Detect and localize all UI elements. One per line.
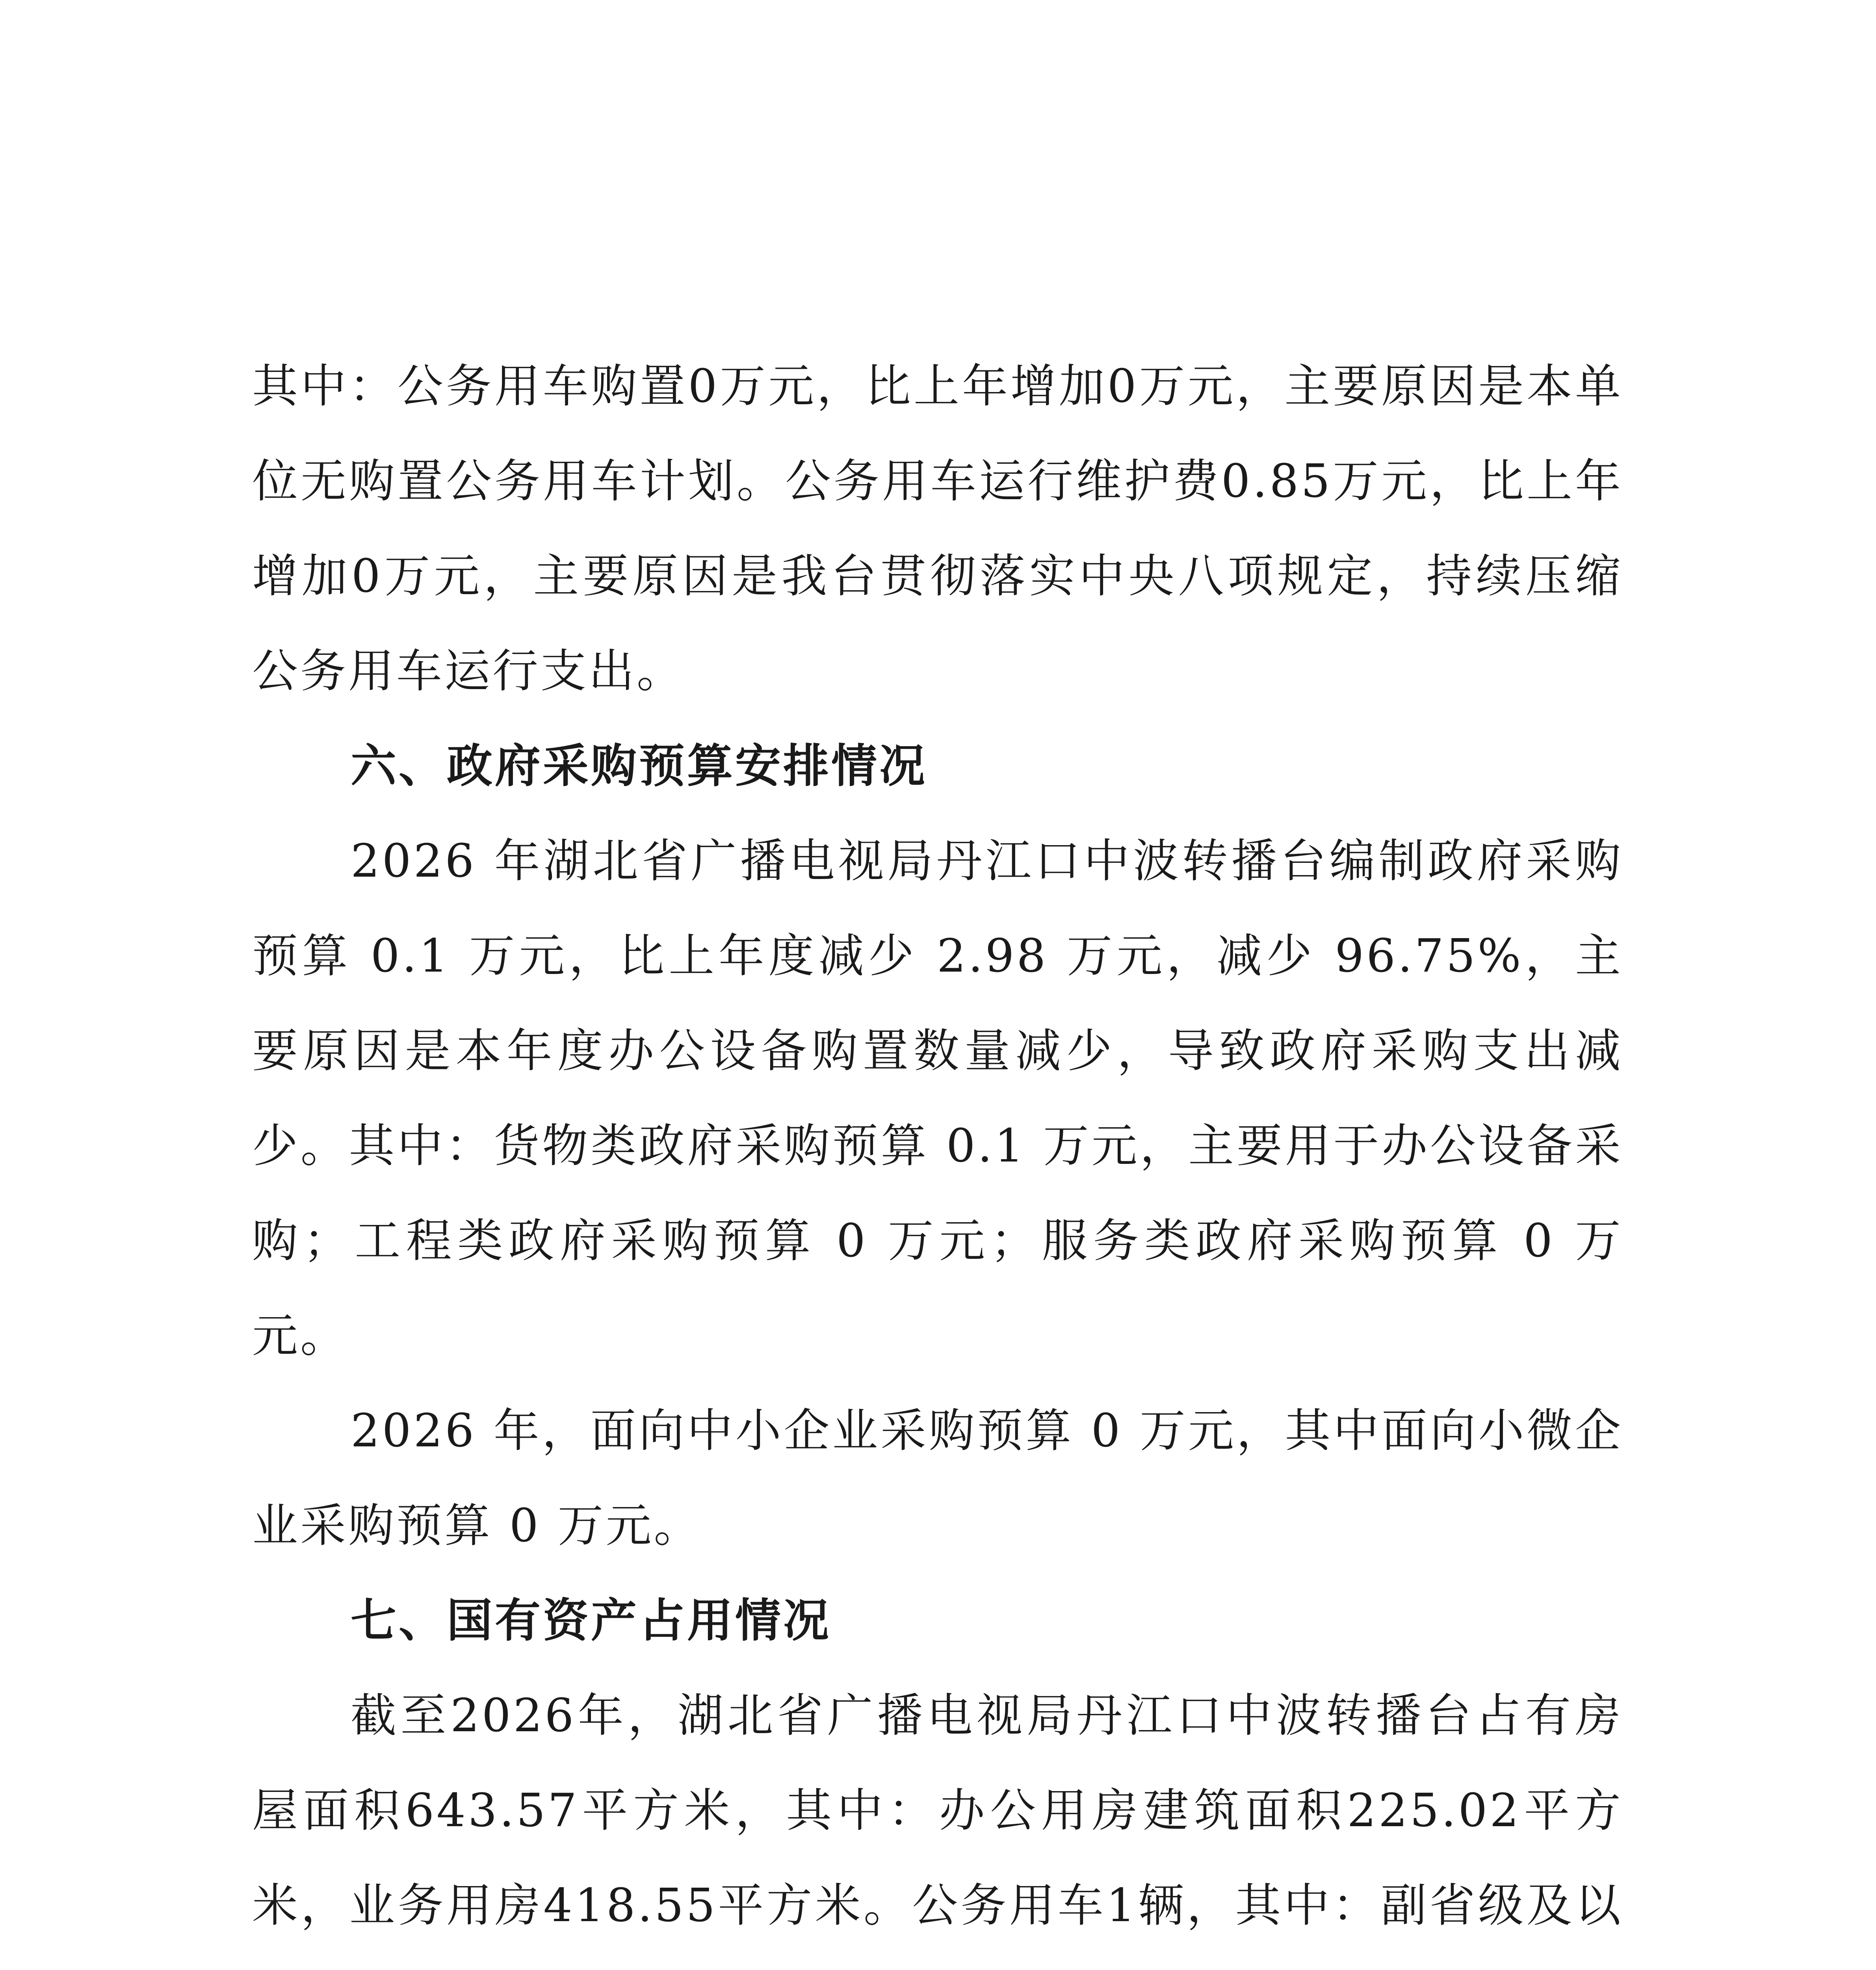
paragraph-sme-procurement: 2026 年，面向中小企业采购预算 0 万元，其中面向小微企业采购预算 0 万元。	[252, 1404, 1623, 1552]
section-heading-state-assets: 七、国有资产占用情况	[351, 1594, 831, 1647]
document-body	[252, 339, 1623, 1970]
paragraph-vehicle-costs: 其中：公务用车购置0万元，比上年增加0万元，主要原因是本单位无购置公务用车计划。公务用车运行维护费0.85万元，比上年增加0万元，主要原因是我台贯彻落实中央八项规定，持续压缩公务用车运行支出。	[252, 360, 1623, 698]
paragraph-state-assets: 截至2026年，湖北省广播电视局丹江口中波转播台占有房屋面积643.57平方米，其中：办公用房建筑面积225.02平方米，业务用房418.55平方米。公务用车1辆，其中：副省级及以	[252, 1689, 1623, 1932]
section-heading-procurement: 六、政府采购预算安排情况	[351, 740, 927, 793]
paragraph-procurement-budget: 2026 年湖北省广播电视局丹江口中波转播台编制政府采购预算 0.1 万元，比上年度减少 2.98 万元，减少 96.75%，主要原因是本年度办公设备购置数量减少，导致政府采购支出减少。其中：货物类政府采购预算 0.1 万元，主要用于办公设备采购；工程类政府采购预算 0 万元；服务类政府采购预算 0 万元。	[252, 834, 1623, 1362]
